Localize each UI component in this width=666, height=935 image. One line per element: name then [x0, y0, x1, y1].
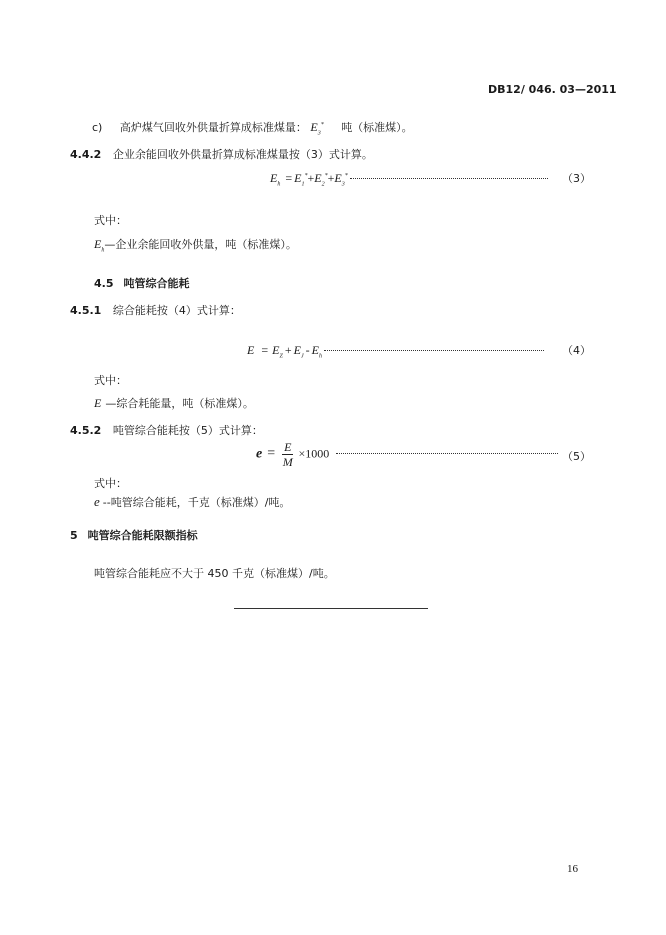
formula-4: $E = E_Z + E_J - E_h$ — [247, 344, 544, 359]
clause-4-5-1: 4.5.1 综合能耗按（4）式计算： — [70, 304, 241, 317]
leader-dots — [350, 178, 548, 179]
section-5: 5 吨管综合能耗限额指标 — [70, 529, 198, 542]
clause-4-5-2: 4.5.2 吨管综合能耗按（5）式计算： — [70, 424, 263, 437]
clause-text: 企业余能回收外供量折算成标准煤量按（3）式计算。 — [112, 148, 373, 161]
formula-5-number: （5） — [562, 450, 591, 463]
item-c — [92, 121, 413, 136]
item-c-marker: c) — [92, 121, 103, 134]
document-code: DB12/ 046. 03—2011 — [488, 83, 617, 96]
formula-3-number: （3） — [562, 172, 591, 185]
section-5-text: 吨管综合能耗应不大于 450 千克（标准煤）/吨。 — [94, 567, 335, 580]
where-label: 式中： — [94, 214, 127, 227]
fraction: $\frac{E}{M}$ — [282, 440, 293, 469]
leader-dots — [324, 350, 544, 351]
item-c-symbol: $E_3^*$ — [310, 120, 324, 137]
clause-number: 4.4.2 — [70, 148, 102, 161]
item-c-unit: 吨（标准煤）。 — [341, 121, 413, 134]
formula-5: e = $\frac{E}{M}$ ×1000 — [256, 441, 558, 468]
clause-4-4-2 — [70, 149, 373, 160]
leader-dots — [336, 453, 558, 454]
section-4-5: 4.5 吨管综合能耗 — [94, 277, 190, 290]
formula-4-number: （4） — [562, 344, 591, 357]
definition-e: E —综合耗能量，吨（标准煤）。 — [94, 396, 254, 410]
page-number: 16 — [567, 863, 578, 875]
definition-eh: $E_h—$企业余能回收外供量，吨（标准煤）。 — [94, 237, 297, 254]
definition-e-lower: e --吨管综合能耗，千克（标准煤）/吨。 — [94, 494, 291, 509]
formula-3: $E_h = E_1^*+E_2^*+E_3^*$ — [270, 172, 548, 187]
formula-3-lhs: $E_h$ — [270, 171, 281, 188]
item-c-text: 高炉煤气回收外供量折算成标准煤量： — [119, 121, 307, 134]
end-rule — [234, 608, 428, 609]
where-label: 式中： — [94, 477, 127, 490]
where-label: 式中： — [94, 374, 127, 387]
